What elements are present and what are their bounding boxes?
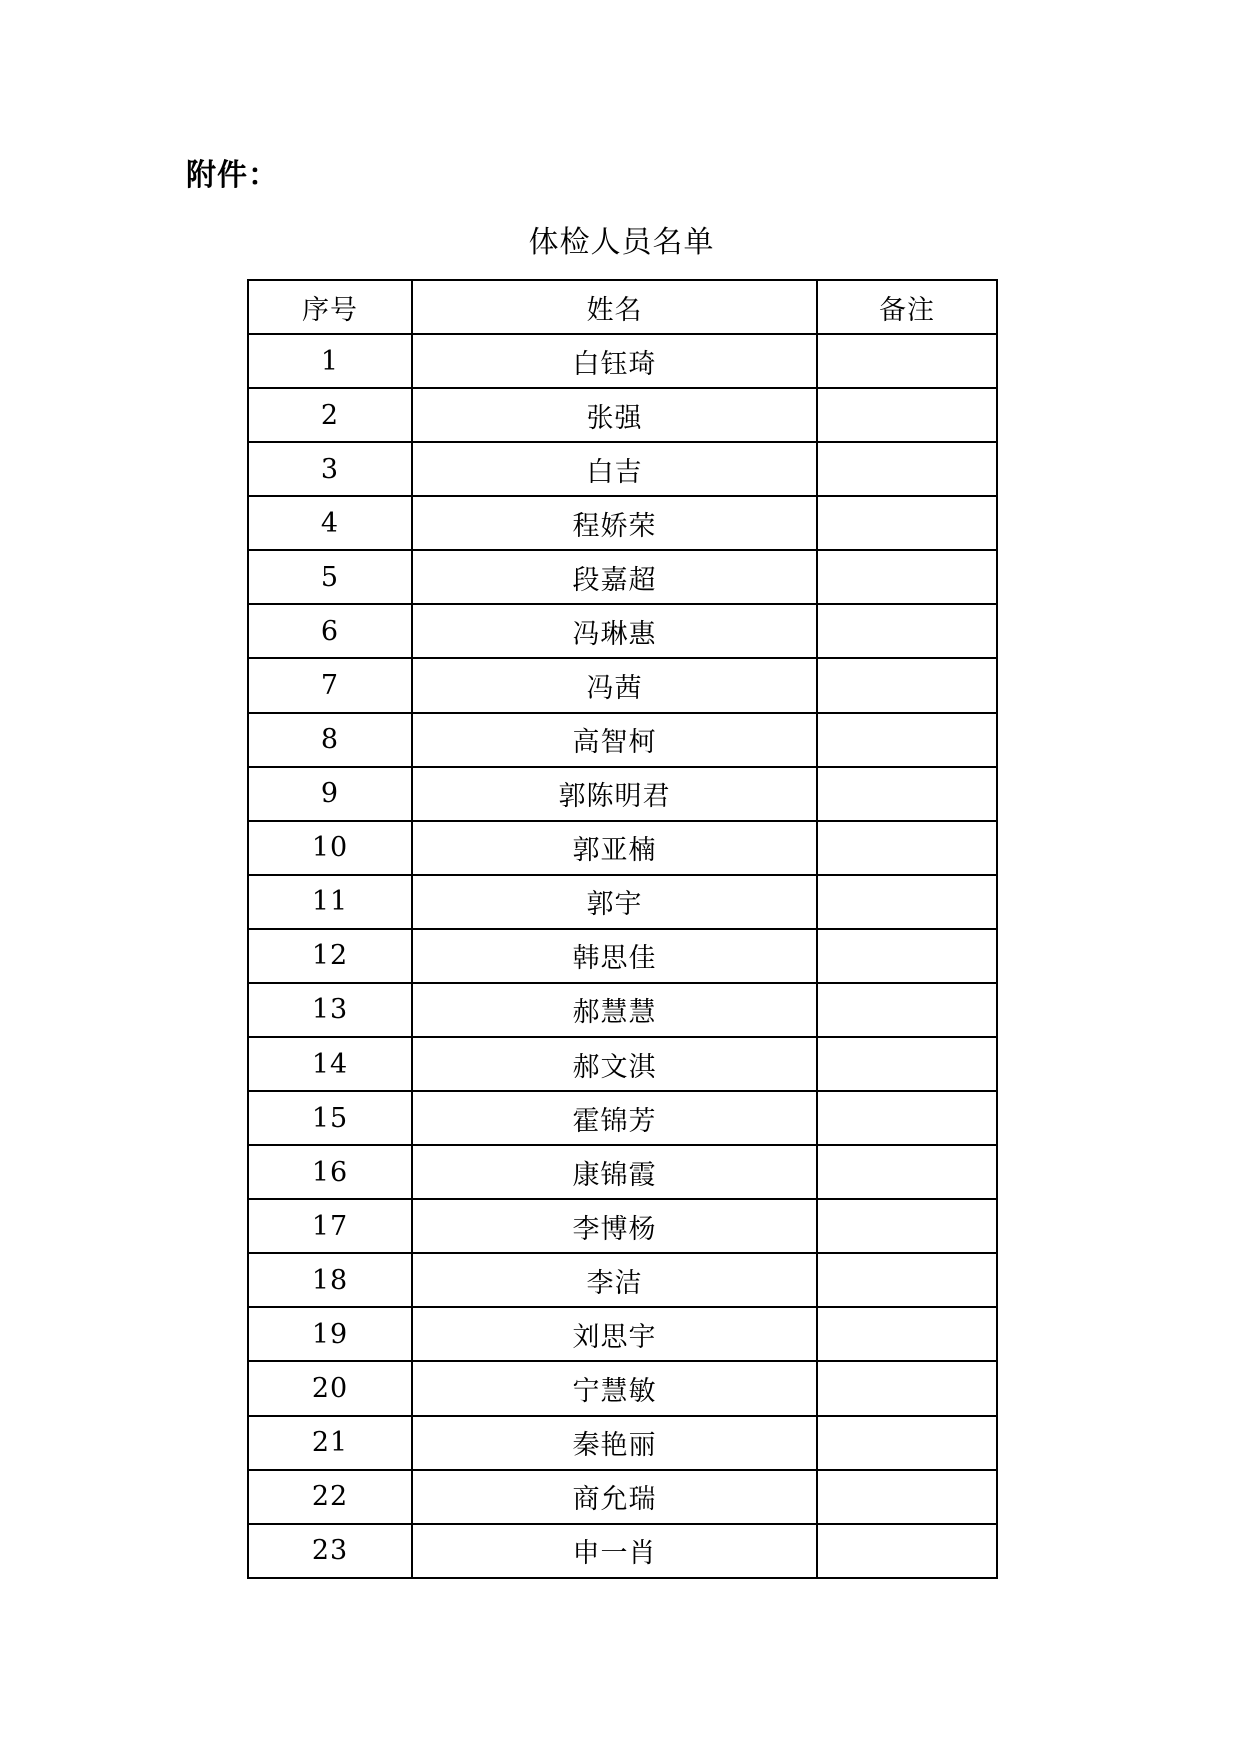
table-row xyxy=(248,388,997,442)
row-name-cell: 秦艳丽 xyxy=(412,1416,817,1470)
table-row xyxy=(248,1416,997,1470)
row-remark-cell xyxy=(817,767,997,821)
table-row xyxy=(248,550,997,604)
row-name-cell: 韩思佳 xyxy=(412,929,817,983)
row-name-cell: 白吉 xyxy=(412,442,817,496)
row-name-cell: 郭亚楠 xyxy=(412,821,817,875)
table-row xyxy=(248,1361,997,1415)
row-remark-cell xyxy=(817,1091,997,1145)
table-row xyxy=(248,1524,997,1578)
row-name-cell: 刘思宇 xyxy=(412,1307,817,1361)
row-name-cell: 冯茜 xyxy=(412,658,817,712)
row-remark-cell xyxy=(817,1037,997,1091)
row-index-cell: 5 xyxy=(248,550,412,604)
row-index-cell: 18 xyxy=(248,1253,412,1307)
row-name-cell: 张强 xyxy=(412,388,817,442)
row-index-cell: 4 xyxy=(248,496,412,550)
row-index-cell: 9 xyxy=(248,767,412,821)
row-remark-cell xyxy=(817,496,997,550)
table-row xyxy=(248,983,997,1037)
row-name-cell: 商允瑞 xyxy=(412,1470,817,1524)
row-remark-cell xyxy=(817,1145,997,1199)
row-index-cell: 19 xyxy=(248,1307,412,1361)
row-index-cell: 17 xyxy=(248,1199,412,1253)
row-name-cell: 李洁 xyxy=(412,1253,817,1307)
header-cell-index: 序号 xyxy=(248,280,412,334)
table-row xyxy=(248,875,997,929)
row-remark-cell xyxy=(817,1253,997,1307)
table-row xyxy=(248,604,997,658)
row-index-cell: 7 xyxy=(248,658,412,712)
table-row xyxy=(248,496,997,550)
table-row xyxy=(248,767,997,821)
row-index-cell: 12 xyxy=(248,929,412,983)
row-remark-cell xyxy=(817,550,997,604)
row-remark-cell xyxy=(817,442,997,496)
table-row xyxy=(248,821,997,875)
row-remark-cell xyxy=(817,929,997,983)
row-name-cell: 程娇荣 xyxy=(412,496,817,550)
row-name-cell: 郭陈明君 xyxy=(412,767,817,821)
table-row xyxy=(248,334,997,388)
row-remark-cell xyxy=(817,1307,997,1361)
row-name-cell: 白钰琦 xyxy=(412,334,817,388)
row-name-cell: 高智柯 xyxy=(412,713,817,767)
row-index-cell: 8 xyxy=(248,713,412,767)
row-index-cell: 11 xyxy=(248,875,412,929)
row-name-cell: 冯琳惠 xyxy=(412,604,817,658)
attachment-label: 附件： xyxy=(186,158,279,193)
row-index-cell: 6 xyxy=(248,604,412,658)
row-name-cell: 宁慧敏 xyxy=(412,1361,817,1415)
row-index-cell: 22 xyxy=(248,1470,412,1524)
header-cell-name: 姓名 xyxy=(412,280,817,334)
row-remark-cell xyxy=(817,821,997,875)
row-name-cell: 郝文淇 xyxy=(412,1037,817,1091)
table-row xyxy=(248,1037,997,1091)
row-remark-cell xyxy=(817,388,997,442)
row-name-cell: 李博杨 xyxy=(412,1199,817,1253)
row-name-cell: 霍锦芳 xyxy=(412,1091,817,1145)
roster-table xyxy=(247,279,998,1579)
row-remark-cell xyxy=(817,713,997,767)
table-header-row xyxy=(248,280,997,334)
table-row xyxy=(248,1307,997,1361)
table-row xyxy=(248,658,997,712)
row-name-cell: 郝慧慧 xyxy=(412,983,817,1037)
row-remark-cell xyxy=(817,334,997,388)
row-name-cell: 申一肖 xyxy=(412,1524,817,1578)
row-remark-cell xyxy=(817,983,997,1037)
row-remark-cell xyxy=(817,1416,997,1470)
row-remark-cell xyxy=(817,875,997,929)
header-cell-remark: 备注 xyxy=(817,280,997,334)
table-row xyxy=(248,1091,997,1145)
row-remark-cell xyxy=(817,1361,997,1415)
row-index-cell: 14 xyxy=(248,1037,412,1091)
row-remark-cell xyxy=(817,658,997,712)
row-name-cell: 康锦霞 xyxy=(412,1145,817,1199)
row-index-cell: 13 xyxy=(248,983,412,1037)
row-index-cell: 21 xyxy=(248,1416,412,1470)
row-remark-cell xyxy=(817,1524,997,1578)
table-row xyxy=(248,1253,997,1307)
table-row xyxy=(248,929,997,983)
table-row xyxy=(248,1145,997,1199)
table-row xyxy=(248,442,997,496)
row-remark-cell xyxy=(817,1470,997,1524)
row-index-cell: 23 xyxy=(248,1524,412,1578)
row-index-cell: 16 xyxy=(248,1145,412,1199)
row-index-cell: 1 xyxy=(248,334,412,388)
row-index-cell: 20 xyxy=(248,1361,412,1415)
row-name-cell: 郭宇 xyxy=(412,875,817,929)
row-index-cell: 2 xyxy=(248,388,412,442)
row-remark-cell xyxy=(817,604,997,658)
row-index-cell: 15 xyxy=(248,1091,412,1145)
document-title: 体检人员名单 xyxy=(528,225,715,260)
table-row xyxy=(248,713,997,767)
roster-table-body xyxy=(248,334,997,1578)
row-name-cell: 段嘉超 xyxy=(412,550,817,604)
row-index-cell: 3 xyxy=(248,442,412,496)
row-remark-cell xyxy=(817,1199,997,1253)
row-index-cell: 10 xyxy=(248,821,412,875)
table-row xyxy=(248,1199,997,1253)
table-row xyxy=(248,1470,997,1524)
